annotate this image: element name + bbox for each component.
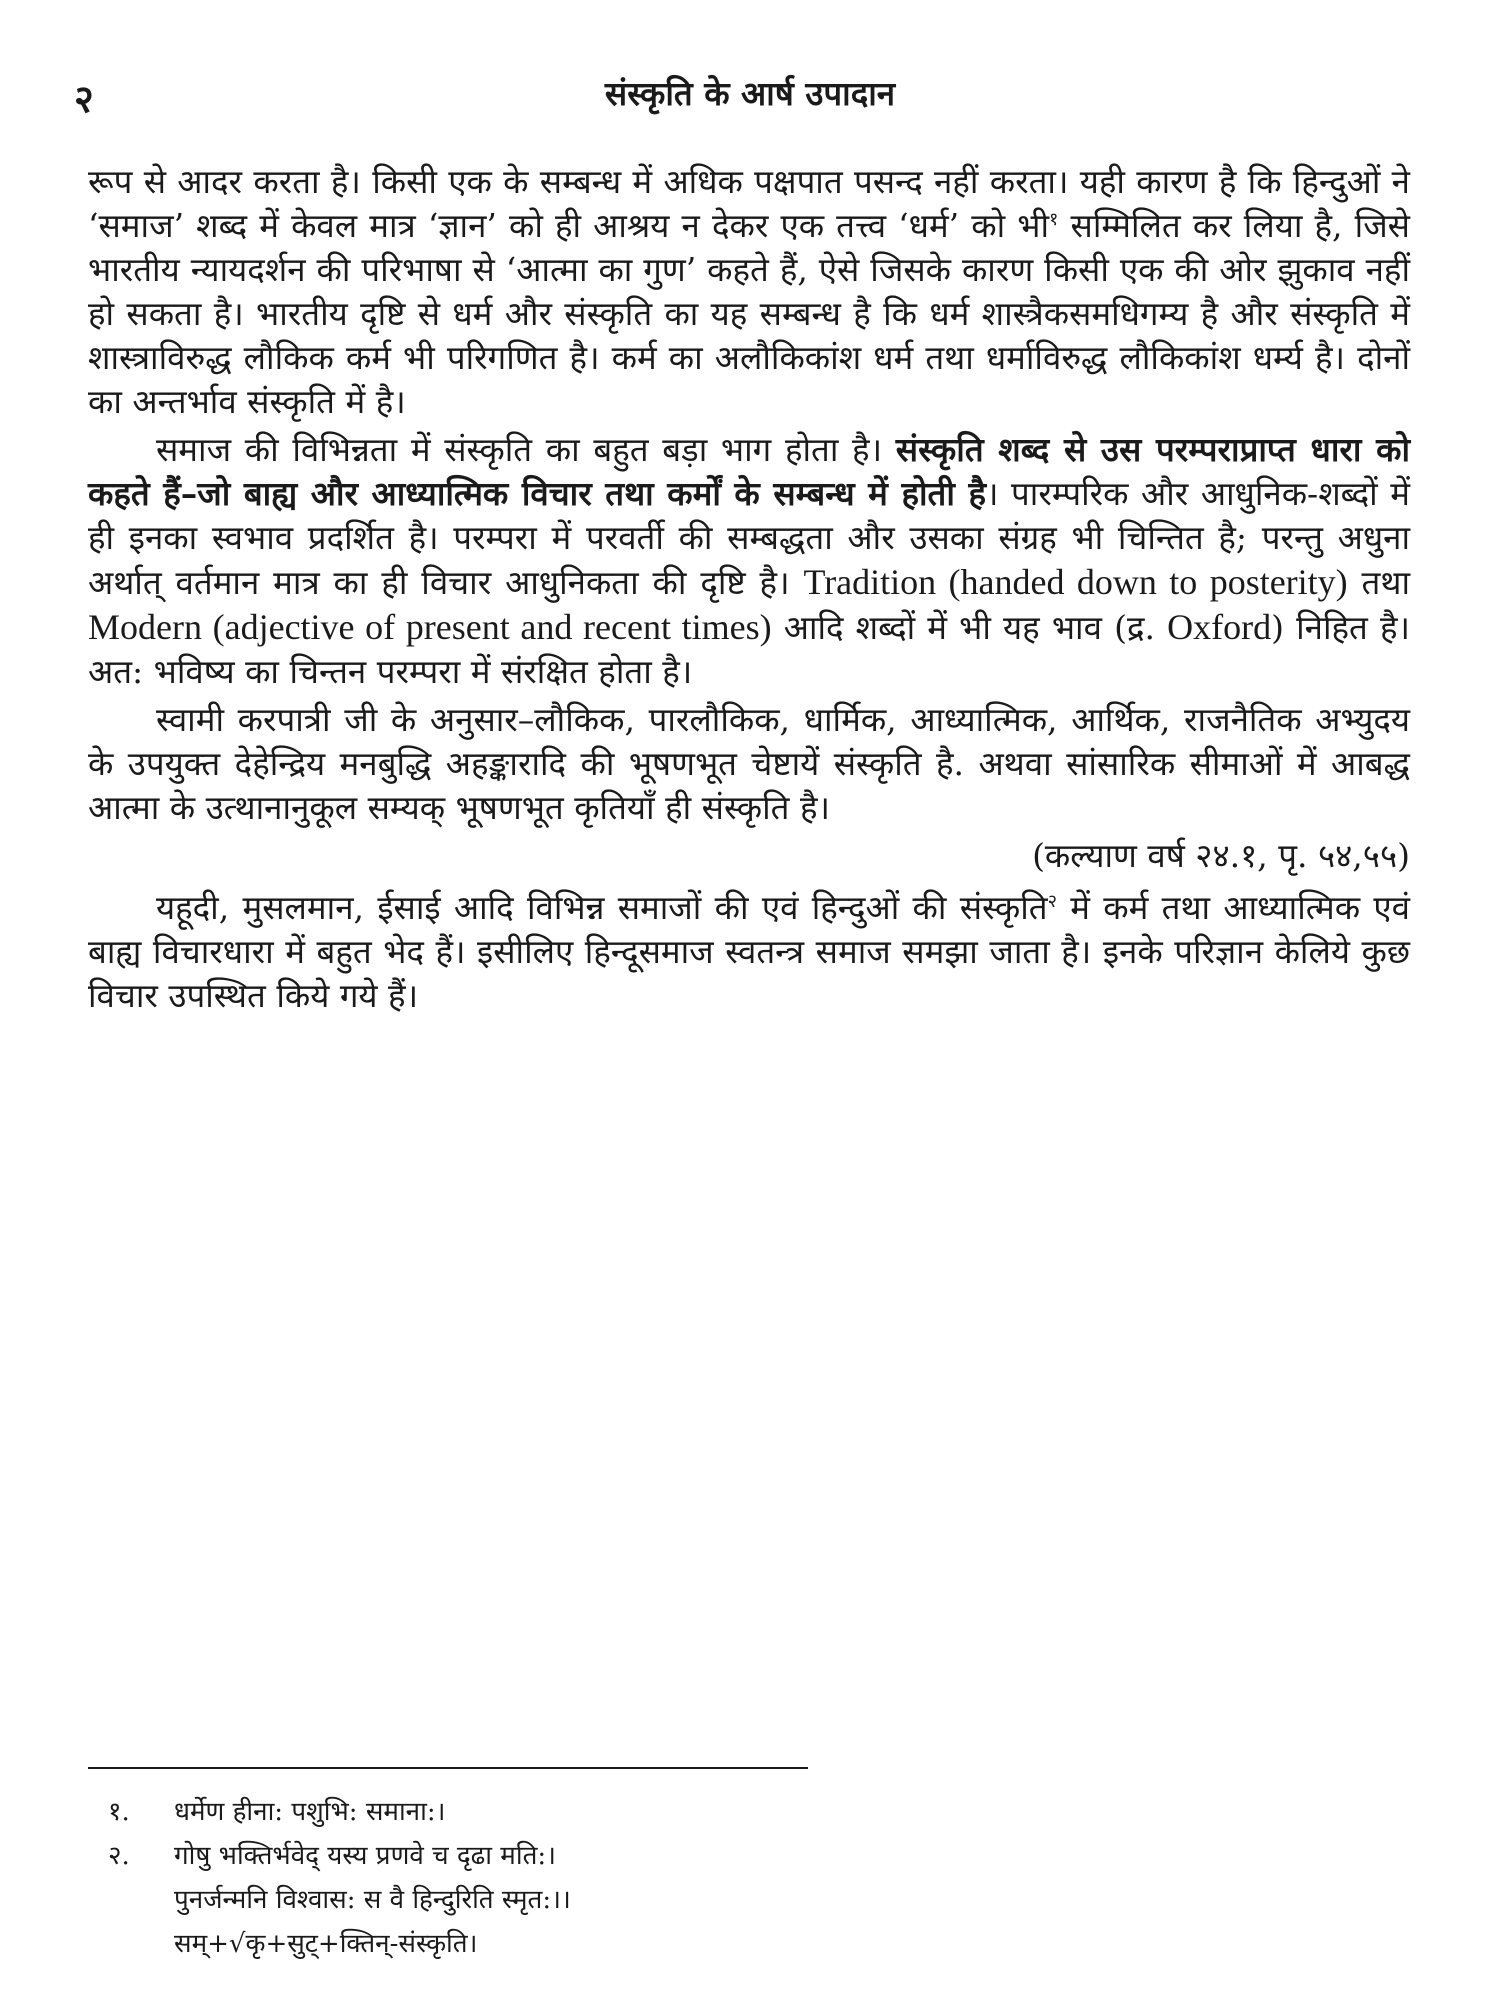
paragraph-4 xyxy=(88,886,1410,1018)
footnote-ref-1: १ xyxy=(1049,209,1059,230)
footnote-2 xyxy=(108,1834,1308,1878)
paragraph-2-text-c: तथा xyxy=(1347,563,1411,602)
paragraph-2-text-e: ) निहित है। अत: भविष्य का चिन्तन परम्परा में संरक्षित होता है। xyxy=(88,608,1410,691)
paragraph-3: स्वामी करपात्री जी के अनुसार–लौकिक, पारलौकिक, धार्मिक, आध्यात्मिक, आर्थिक, राजनैतिक अभ्युदय के उपयुक्त देहेन्द्रिय मनबुद्धि अहङ्कारादि की भूषणभूत चेष्टायें संस्कृति है. अथवा सांसारिक सीमाओं में आबद्ध आत्मा के उत्थानानुकूल सम्यक् भूषणभूत कृतियाँ ही संस्कृति है। xyxy=(88,700,1410,827)
paragraph-2-text-b: । पारम्परिक और आधुनिक-शब्दों में ही इनका स्वभाव प्रदर्शित है। परम्परा में परवर्ती की सम्बद्धता और उसका संग्रह भी चिन्तित है; परन्तु अधुना अर्थात् वर्तमान मात्र का ही विचार आधुनिकता की दृष्टि है। xyxy=(88,474,1410,602)
footnote-1 xyxy=(108,1790,1308,1834)
page-number: २ xyxy=(74,76,94,121)
english-term-oxford: Oxford xyxy=(1167,607,1272,647)
english-term-tradition: Tradition (handed down to posterity) xyxy=(803,562,1348,602)
footnote-2-line-2: पुनर्जन्मनि विश्वास: स वै हिन्दुरिति स्मृत:।। xyxy=(174,1885,571,1915)
footnote-2-line-1: गोषु भक्तिर्भवेद् यस्य प्रणवे च दृढा मति:। xyxy=(174,1841,557,1871)
running-header-title: संस्कृति के आर्ष उपादान xyxy=(604,74,896,113)
paragraph-1 xyxy=(88,160,1410,424)
paragraph-4-text-a: यहूदी, मुसलमान, ईसाई आदि विभिन्न समाजों की एवं हिन्दुओं की संस्कृति xyxy=(156,888,1048,927)
footnote-2-number: २. xyxy=(108,1841,130,1871)
paragraph-4-text-b: में कर्म तथा आध्यात्मिक एवं बाह्य विचारधारा में बहुत भेद हैं। इसीलिए हिन्दूसमाज स्वतन्त्र समाज समझा जाता है। इनके परिज्ञान केलिये कुछ विचार उपस्थित किये गये हैं। xyxy=(88,888,1410,1015)
footnote-2-line-3: सम्+√कृ+सुट्+क्तिन्-संस्कृति। xyxy=(174,1929,478,1959)
footnotes xyxy=(108,1790,1308,1966)
paragraph-2 xyxy=(88,428,1410,694)
footnote-ref-2: २ xyxy=(1047,891,1057,912)
citation: (कल्याण वर्ष २४.१, पृ. ५४,५५) xyxy=(1032,836,1410,875)
footnote-divider xyxy=(88,1767,808,1769)
english-term-modern: Modern (adjective of present and recent times) xyxy=(88,607,772,647)
body-text xyxy=(88,160,1410,1022)
paragraph-1-text-b: सम्मिलित कर लिया है, जिसे भारतीय न्यायदर्शन की परिभाषा से ‘आत्मा का गुण’ कहते हैं, ऐसे जिसके कारण किसी एक की ओर झुकाव नहीं हो सकता है। भारतीय दृष्टि से धर्म और संस्कृति का यह सम्बन्ध है कि धर्म शास्त्रैकसमधिगम्य है और संस्कृति में शास्त्राविरुद्ध लौकिक कर्म भी परिगणित है। कर्म का अलौकिकांश धर्म तथा धर्माविरुद्ध लौकिकांश धर्म्य है। दोनों का अन्तर्भाव संस्कृति में है। xyxy=(88,206,1410,421)
paragraph-2-text-a: समाज की विभिन्नता में संस्कृति का बहुत बड़ा भाग होता है। xyxy=(156,430,896,469)
paragraph-2-bold-definition: संस्कृति शब्द से उस परम्पराप्राप्त धारा को कहते हैं–जो बाह्य और आध्यात्मिक विचार तथा कर्मों के सम्बन्ध में होती है xyxy=(88,430,1411,513)
paragraph-1-text-a: रूप से आदर करता है। किसी एक के सम्बन्ध में अधिक पक्षपात पसन्द नहीं करता। यही कारण है कि हिन्दुओं ने ‘समाज’ शब्द में केवल मात्र ‘ज्ञान’ को ही आश्रय न देकर एक तत्त्व ‘धर्म’ को भी xyxy=(88,162,1410,245)
paragraph-2-text-d: आदि शब्दों में भी यह भाव (द्र. xyxy=(771,608,1168,647)
footnote-1-line-1: धर्मेण हीना: पशुभि: समाना:। xyxy=(174,1797,446,1827)
footnote-1-number: १. xyxy=(108,1797,130,1827)
